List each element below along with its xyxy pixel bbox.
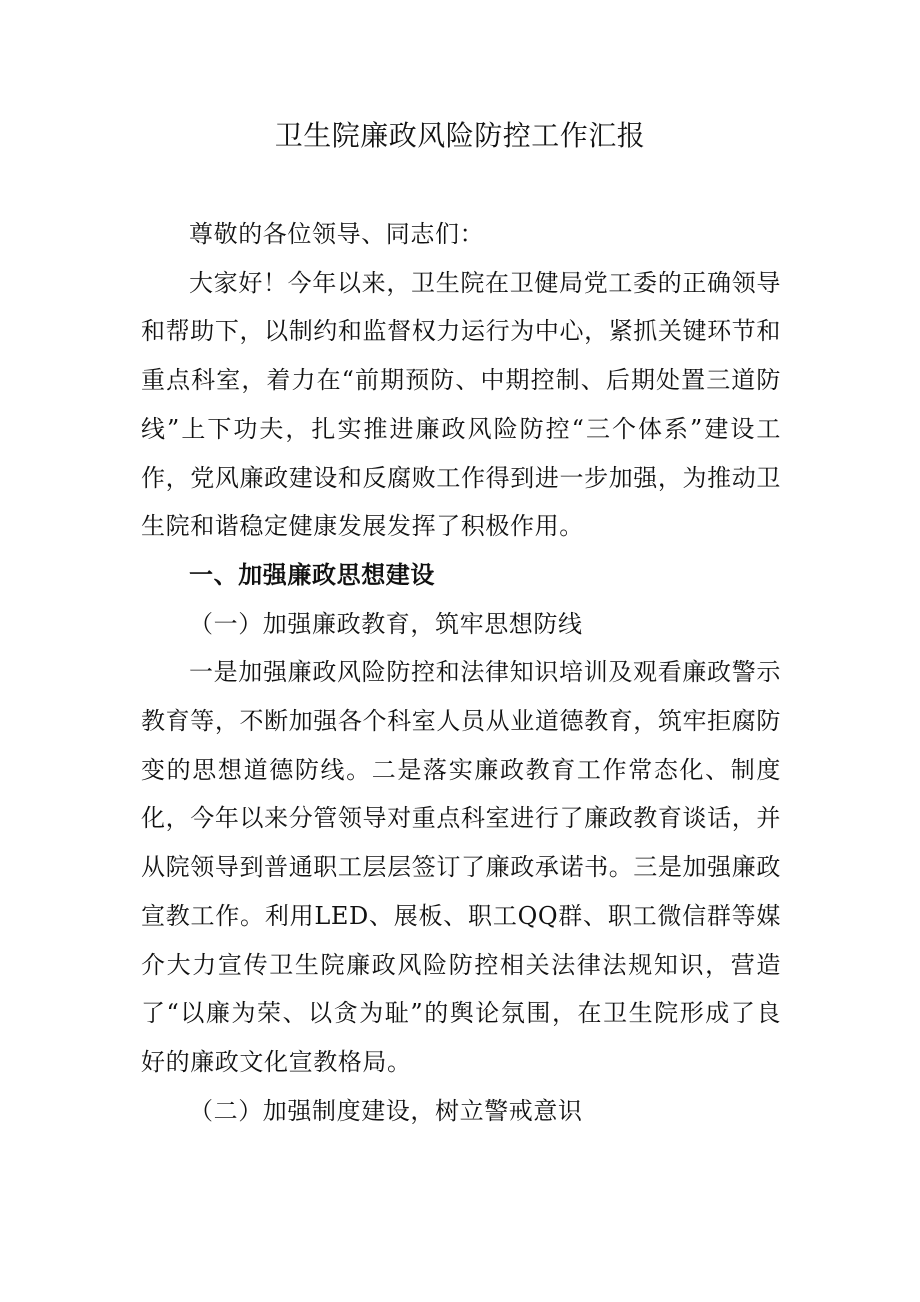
subsection-1-paragraph: 一是加强廉政风险防控和法律知识培训及观看廉政警示教育等，不断加强各个科室人员从业道德教育，筑牢拒腐防变的思想道德防线。二是落实廉政教育工作常态化、制度化，今年以来分管领导对重点科室进行了廉政教育谈话，并从院领导到普通职工层层签订了廉政承诺书。三是加强廉政宣教工作。利用LED、展板、职工QQ群、职工微信群等媒介大力宣传卫生院廉政风险防控相关法律法规知识，营造了“以廉为荣、以贪为耻”的舆论氛围，在卫生院形成了良好的廉政文化宣教格局。: [141, 658, 781, 1076]
greeting: 尊敬的各位领导、同志们：: [189, 220, 485, 248]
document-title: 卫生院廉政风险防控工作汇报: [274, 119, 646, 152]
subsection-heading-2: （二）加强制度建设，树立警戒意识: [189, 1096, 583, 1125]
document-body: [141, 210, 781, 1135]
section-heading-1: 一、加强廉政思想建设: [189, 560, 435, 589]
subsection-heading-1: （一）加强廉政教育，筑牢思想防线: [189, 609, 583, 638]
intro-paragraph: 大家好！今年以来，卫生院在卫健局党工委的正确领导和帮助下，以制约和监督权力运行为中心，紧抓关键环节和重点科室，着力在“前期预防、中期控制、后期处置三道防线”上下功夫，扎实推进廉政风险防控“三个体系”建设工作，党风廉政建设和反腐败工作得到进一步加强，为推动卫生院和谐稳定健康发展发挥了积极作用。: [141, 268, 781, 541]
